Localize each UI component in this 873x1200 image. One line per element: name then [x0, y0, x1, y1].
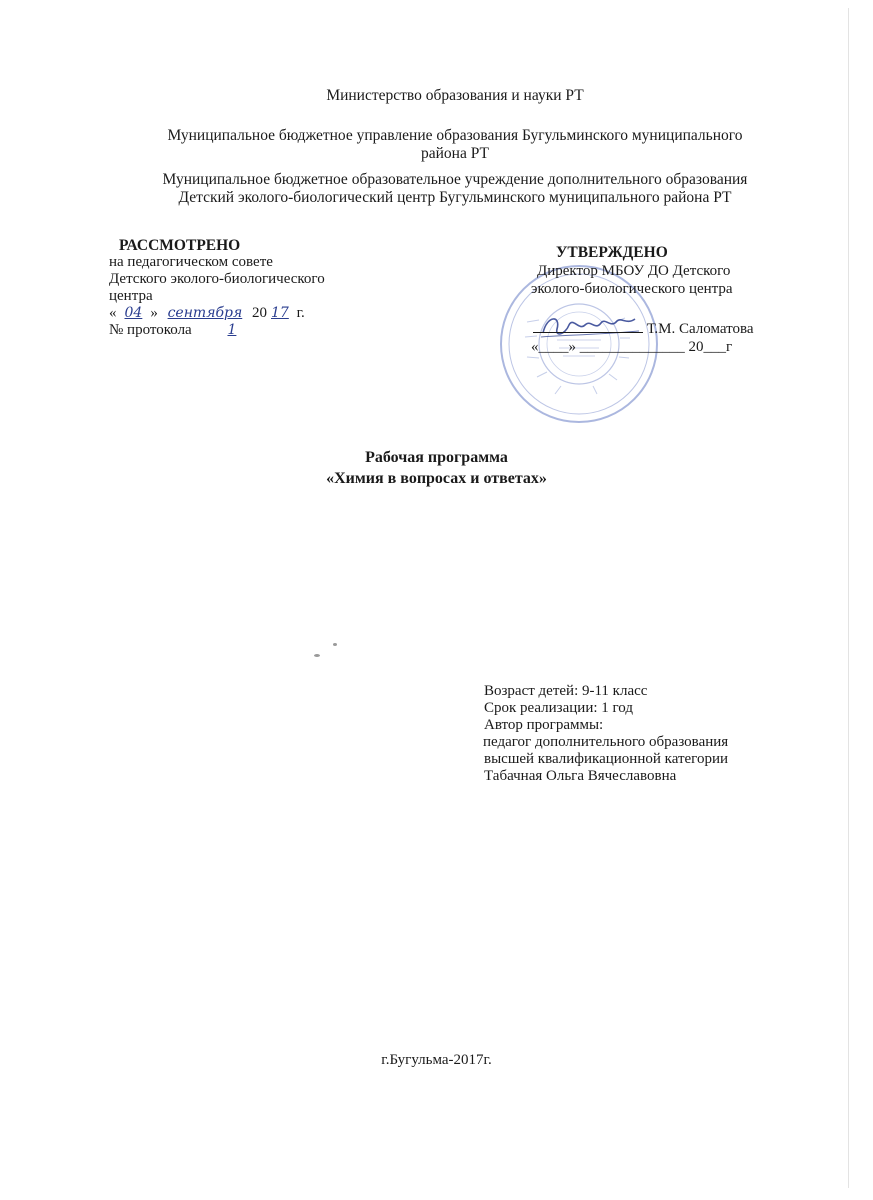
director-name: Т.М. Саломатова — [646, 321, 754, 337]
scan-speck — [314, 654, 320, 657]
author-label: Автор программы: — [484, 717, 604, 733]
considered-line: Детского эколого-биологического — [109, 271, 325, 287]
approved-date-line: «____» ______________ 20___г — [531, 339, 733, 355]
program-title: Рабочая программа — [365, 449, 508, 466]
scan-speck — [333, 643, 337, 646]
considered-line: центра — [109, 288, 153, 304]
handwritten-day: 04 — [124, 305, 143, 321]
department-line: Муниципальное бюджетное управление образования Бугульминского муниципального — [167, 127, 743, 144]
handwritten-year: 17 — [271, 305, 289, 321]
author-position-line: высшей квалификационной категории — [484, 751, 729, 767]
approved-title: УТВЕРЖДЕНО — [556, 244, 668, 261]
duration-line: Срок реализации: 1 год — [484, 700, 633, 716]
considered-block — [109, 237, 379, 339]
protocol-line: № протокола 1 — [109, 322, 379, 339]
program-info-block — [484, 683, 824, 785]
author-name: Табачная Ольга Вячеславовна — [484, 768, 677, 784]
institution-name-line: Детский эколого-биологический центр Бугульминского муниципального района РТ — [178, 189, 732, 206]
signature-blank — [533, 332, 643, 333]
age-line: Возраст детей: 9-11 класс — [484, 683, 648, 699]
approved-line: эколого-биологического центра — [531, 281, 733, 297]
program-subtitle: «Химия в вопросах и ответах» — [326, 470, 547, 487]
scan-edge-line — [848, 8, 849, 1188]
considered-line: на педагогическом совете — [109, 254, 273, 270]
considered-date: « 04 » сентября 20 17 г. — [109, 305, 305, 321]
ministry-line: Министерство образования и науки РТ — [326, 87, 584, 104]
considered-title: РАССМОТРЕНО — [119, 237, 241, 254]
handwritten-protocol-number: 1 — [227, 322, 237, 338]
author-position-line: педагог дополнительного образования — [483, 734, 729, 750]
department-line-cont: района РТ — [420, 145, 489, 162]
signature-line — [533, 320, 801, 338]
footer-place-year: г.Бугульма-2017г. — [381, 1052, 492, 1068]
institution-line: Муниципальное бюджетное образовательное учреждение дополнительного образования — [162, 171, 748, 188]
approved-block — [531, 244, 801, 356]
approved-line: Директор МБОУ ДО Детского — [537, 263, 731, 279]
handwritten-month: сентября — [167, 305, 243, 321]
